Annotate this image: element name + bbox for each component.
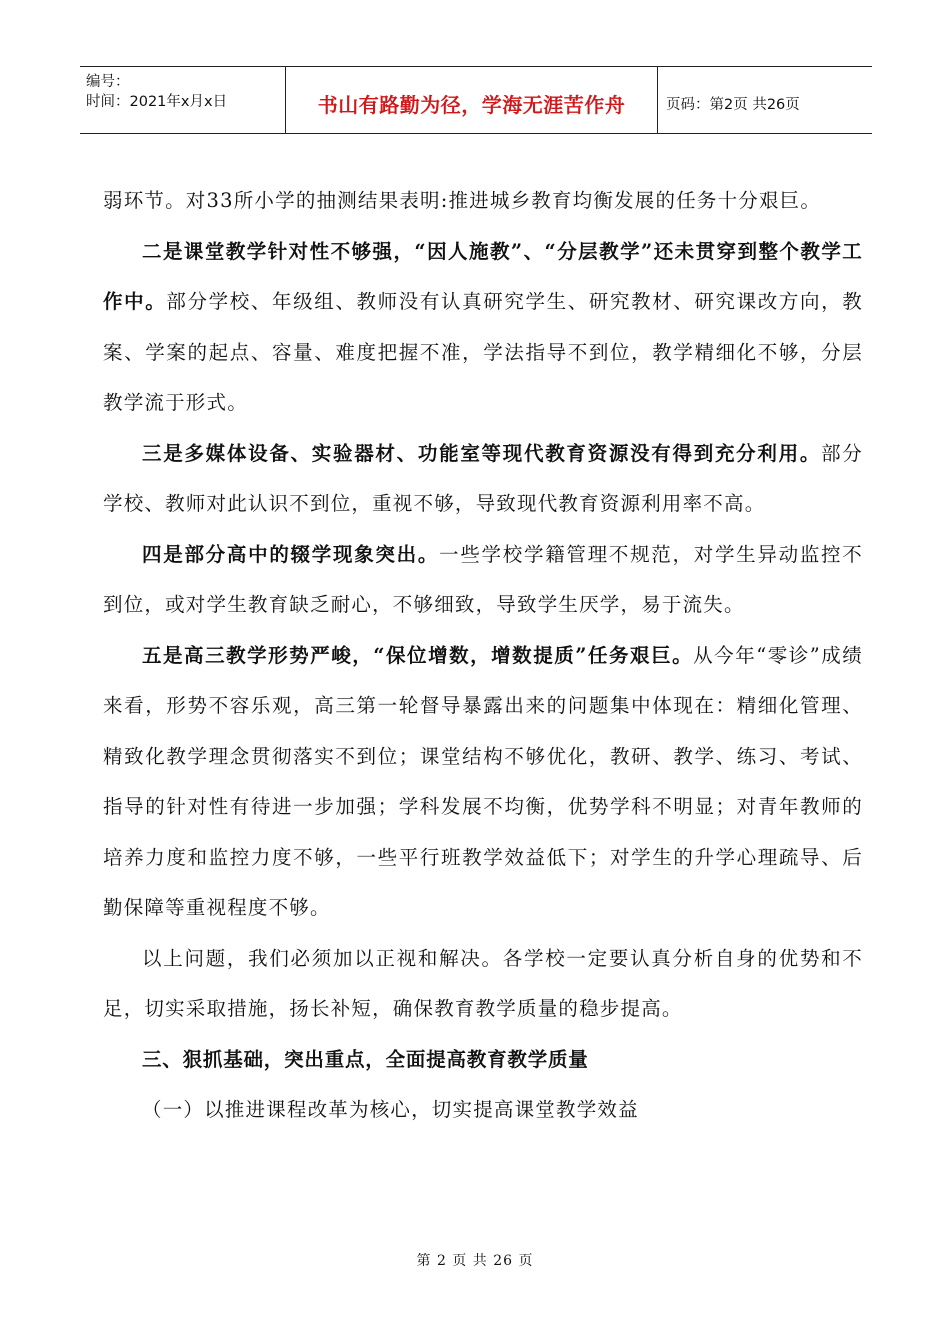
- page-footer: 第 2 页 共 26 页: [416, 1253, 534, 1269]
- paragraph-5-text: 从今年“零诊”成绩来看，形势不容乐观，高三第一轮督导暴露出来的问题集中体现在：精细化管理、精致化教学理念贯彻落实不到位；课堂结构不够优化，教研、教学、练习、考试、指导的针对性有待进一步加强；学科发展不均衡，优势学科不明显；对青年教师的培养力度和监控力度不够，一些平行班教学效益低下；对学生的升学心理疏导、后勤保障等重视程度不够。: [103, 643, 863, 919]
- paragraph-4-lead: 四是部分高中的辍学现象突出。: [142, 542, 440, 566]
- document-body: [103, 176, 863, 1136]
- code-label: 编号：: [86, 74, 130, 90]
- paragraph-5-lead: 五是高三教学形势严峻，“保位增数，增数提质”任务艰巨。: [142, 643, 694, 667]
- paragraph-3-lead: 三是多媒体设备、实验器材、功能室等现代教育资源没有得到充分利用。: [142, 441, 822, 465]
- header-page-info: 页码：第2页 共26页: [666, 96, 800, 113]
- section-heading: 三、狠抓基础，突出重点，全面提高教育教学质量: [142, 1047, 589, 1071]
- paragraph-5: [103, 631, 863, 934]
- paragraph-6: 以上问题，我们必须加以正视和解决。各学校一定要认真分析自身的优势和不足，切实采取措施，扬长补短，确保教育教学质量的稳步提高。: [103, 946, 863, 1020]
- subsection-heading: （一）以推进课程改革为核心，切实提高课堂教学效益: [142, 1098, 639, 1121]
- paragraph-2-lead: 二是课堂教学针对性不够强，“因人施教”、“分层教学”还未贯穿到整个教学工作中。: [103, 239, 863, 313]
- paragraph-4-text: 一些学校学籍管理不规范，对学生异动监控不到位，或对学生教育缺乏耐心，不够细致，导致学生厌学，易于流失。: [103, 542, 863, 616]
- paragraph-1: 弱环节。对33所小学的抽测结果表明:推进城乡教育均衡发展的任务十分艰巨。: [103, 189, 822, 212]
- paragraph-3: [103, 429, 863, 530]
- time-label: 时间：2021年x月x日: [86, 94, 228, 110]
- paragraph-2-text: 部分学校、年级组、教师没有认真研究学生、研究教材、研究课改方向，教案、学案的起点、容量、难度把握不准，学法指导不到位，教学精细化不够，分层教学流于形式。: [103, 290, 863, 414]
- paragraph-2: [103, 227, 863, 429]
- header-meta: [80, 67, 286, 133]
- header-motto: 书山有路勤为径，学海无涯苦作舟: [286, 67, 658, 133]
- page-header: [80, 66, 872, 134]
- paragraph-4: [103, 530, 863, 631]
- paragraph-3-text: 部分学校、教师对此认识不到位，重视不够，导致现代教育资源利用率不高。: [103, 441, 863, 515]
